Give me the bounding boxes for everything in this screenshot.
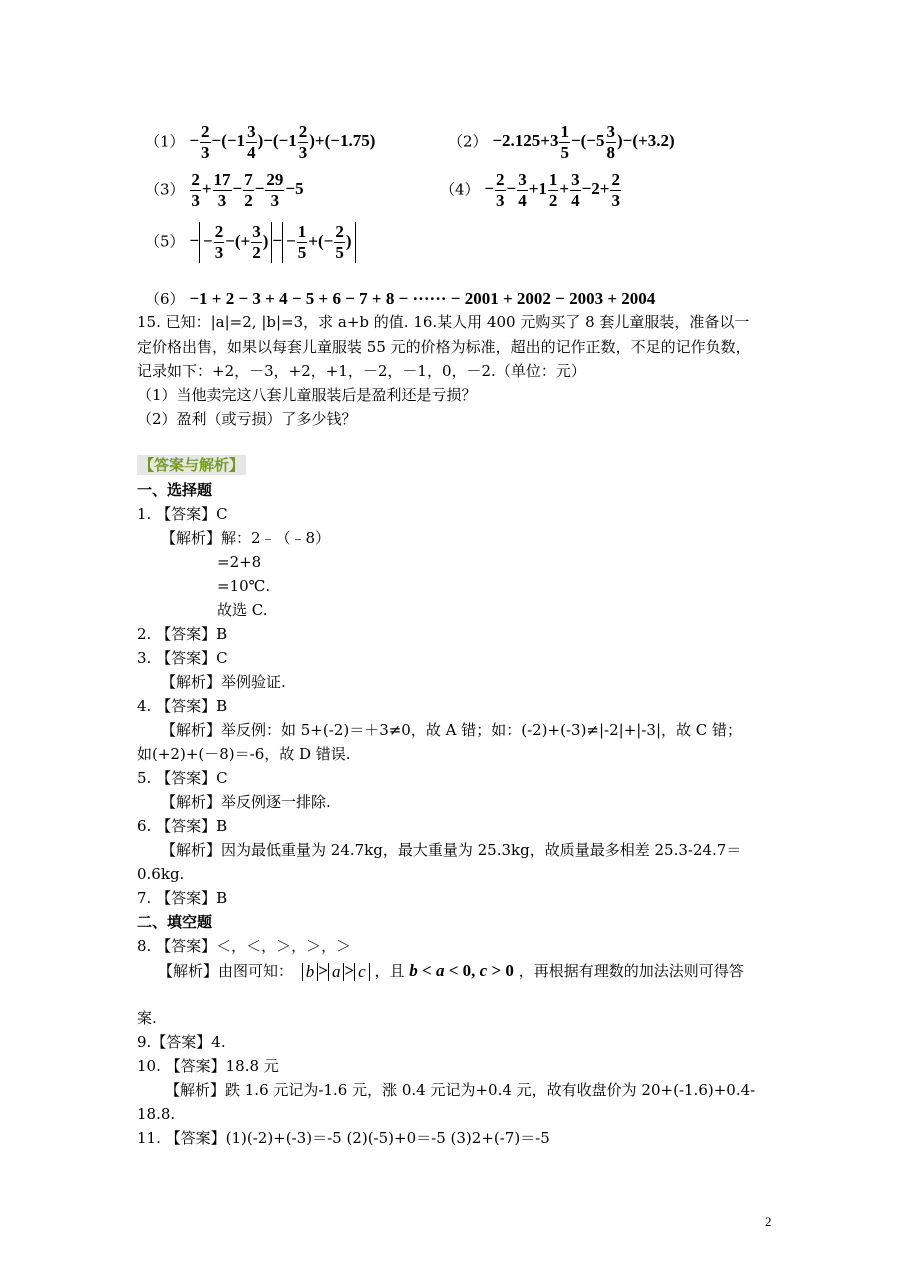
question-16-line-2: 定价格出售，如果以每套儿童服装 55 元的价格为标准，超出的记作正数，不足的记作负数， bbox=[137, 338, 751, 356]
problem-4-expression: − $\frac{2}{3}$ − $\frac{3}{4}$ +1 $\frac{1}{2}$ + $\frac{3}{4}$ −2+ $\frac{2}{3}$ bbox=[484, 170, 620, 210]
answer-10-explanation-2: 18.8. bbox=[137, 1105, 176, 1123]
abs-b: b bbox=[302, 963, 319, 981]
page-number: 2 bbox=[765, 1214, 772, 1229]
answer-4-explanation-1: 【解析】举反例：如 5+(-2)＝＋3≠0，故 A 错；如：(-2)+(-3)≠|-2|+|-3|，故 C 错； bbox=[161, 721, 743, 739]
answers-heading bbox=[137, 456, 246, 474]
problem-1-label: （1） bbox=[145, 132, 185, 151]
question-16-line-3: 记录如下：+2，－3，+2，+1，－2，－1，0，－2.（单位：元） bbox=[137, 362, 586, 380]
problem-3 bbox=[145, 170, 304, 211]
problem-5-label: （5） bbox=[145, 232, 185, 251]
answer-10-explanation-1: 【解析】跌 1.6 元记为-1.6 元，涨 0.4 元记为+0.4 元，故有收盘价为 20+(-1.6)+0.4- bbox=[165, 1081, 756, 1099]
problem-1 bbox=[145, 122, 375, 163]
answer-9: 9.【答案】4. bbox=[137, 1033, 226, 1051]
problem-1-expression: − $\frac{2}{3}$ −(−1 $\frac{3}{4}$ )−(−1 $\frac{2}{3}$ )+(−1.75) bbox=[189, 122, 376, 162]
answer-8-explanation-cont: 案. bbox=[137, 1009, 157, 1027]
answer-2: 2. 【答案】B bbox=[137, 625, 228, 643]
answer-1-explanation-2: =2+8 bbox=[217, 553, 262, 571]
answer-1-explanation-3: =10℃. bbox=[217, 577, 271, 595]
section-choice: 一、选择题 bbox=[137, 481, 213, 499]
problem-2 bbox=[448, 122, 675, 163]
answer-4: 4. 【答案】B bbox=[137, 697, 228, 715]
answer-3-explanation: 【解析】举例验证. bbox=[161, 673, 286, 691]
answer-8-inequality: b < a < 0, c > 0 bbox=[409, 961, 514, 980]
answer-1: 1. 【答案】C bbox=[137, 505, 228, 523]
answer-8-explanation-mid: ，且 bbox=[374, 962, 405, 980]
answer-5: 5. 【答案】C bbox=[137, 769, 228, 787]
answer-8-explanation-suffix: ，再根据有理数的加法法则可得答 bbox=[518, 962, 744, 980]
answer-8-explanation-prefix: 【解析】由图可知： bbox=[158, 962, 294, 980]
question-16-sub-2: （2）盈利（或亏损）了多少钱？ bbox=[137, 410, 357, 428]
problem-5 bbox=[145, 222, 356, 263]
answer-1-explanation-1: 【解析】解：2﹣（﹣8） bbox=[161, 529, 331, 547]
section-fill: 二、填空题 bbox=[137, 913, 213, 931]
problem-4-label: （4） bbox=[440, 180, 480, 199]
answer-6-explanation-2: 0.6kg. bbox=[137, 865, 185, 883]
answer-6: 6. 【答案】B bbox=[137, 817, 228, 835]
answer-5-explanation: 【解析】举反例逐一排除. bbox=[161, 793, 331, 811]
answer-6-explanation-1: 【解析】因为最低重量为 24.7kg，最大重量为 25.3kg，故质量最多相差 25.3-24.7＝ bbox=[161, 841, 742, 859]
problem-3-label: （3） bbox=[145, 180, 185, 199]
answer-7: 7. 【答案】B bbox=[137, 889, 228, 907]
question-16-sub-1: （1）当他卖完这八套儿童服装后是盈利还是亏损？ bbox=[137, 386, 477, 404]
answer-1-explanation-4: 故选 C. bbox=[217, 601, 268, 619]
problem-2-expression: −2.125+3 $\frac{1}{5}$ −(−5 $\frac{3}{8}$ )−(+3.2) bbox=[492, 122, 675, 162]
answer-11: 11. 【答案】(1)(-2)+(-3)＝-5 (2)(-5)+0＝-5 (3)2+(-7)＝-5 bbox=[137, 1129, 550, 1147]
problem-5-expression: − − $\frac{2}{3}$ −(+ $\frac{3}{2}$ ) − − $\frac{1}{5}$ +(− $\frac{2}{5}$ ) bbox=[189, 231, 355, 250]
problem-6-label: （6） bbox=[145, 290, 185, 308]
answer-8-explanation: 【解析】由图可知： b > a > c ，且 b < a < 0, c > 0 ，再根据有理数的加法法则可得答 bbox=[158, 961, 744, 981]
answer-8: 8. 【答案】＜，＜，＞，＞，＞ bbox=[137, 937, 352, 955]
problem-6-expression: −1 + 2 − 3 + 4 − 5 + 6 − 7 + 8 − ······ − 2001 + 2002 − 2003 + 2004 bbox=[189, 289, 656, 308]
abs-c: c bbox=[354, 963, 370, 981]
problem-3-expression: $\frac{2}{3}$ + $\frac{17}{3}$ − $\frac{7}{2}$ − $\frac{29}{3}$ −5 bbox=[191, 170, 304, 210]
abs-a: a bbox=[328, 963, 345, 981]
answer-4-explanation-2: 如(+2)+(－8)＝-6，故 D 错误. bbox=[137, 745, 351, 763]
answer-10: 10. 【答案】18.8 元 bbox=[137, 1057, 279, 1075]
problem-4 bbox=[440, 170, 622, 211]
question-15-line-1: 15. 已知：|a|=2, |b|=3，求 a+b 的值. 16.某人用 400 元购买了 8 套儿童服装，准备以一 bbox=[137, 313, 750, 331]
problem-2-label: （2） bbox=[448, 132, 488, 151]
problem-6 bbox=[145, 290, 655, 308]
answers-heading-text: 【答案与解析】 bbox=[139, 456, 245, 474]
answer-3: 3. 【答案】C bbox=[137, 649, 228, 667]
